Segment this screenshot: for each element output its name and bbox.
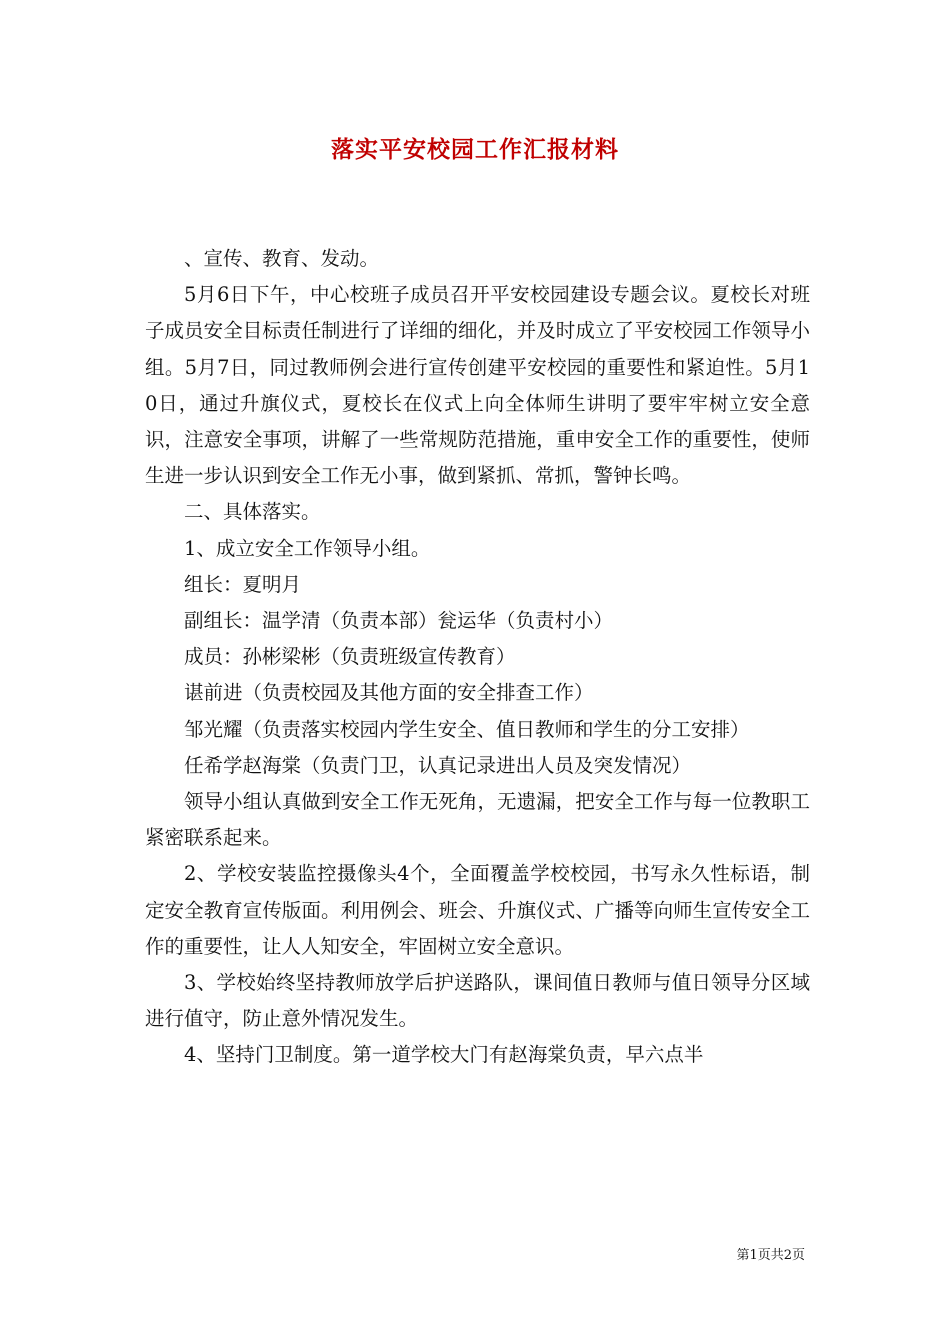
paragraph: 领导小组认真做到安全工作无死角，无遗漏，把安全工作与每一位教职工紧密联系起来。 xyxy=(145,790,810,850)
paragraph: 3、学校始终坚持教师放学后护送路队，课间值日教师与值日领导分区域进行值守，防止意外情况发生。 xyxy=(145,971,810,1031)
paragraph: 5月6日下午，中心校班子成员召开平安校园建设专题会议。夏校长对班子成员安全目标责任制进行了详细的细化，并及时成立了平安校园工作领导小组。5月7日，同过教师例会进行宣传创建平安校园的重要性和紧迫性。5月10日，通过升旗仪式，夏校长在仪式上向全体师生讲明了要牢牢树立安全意识，注意安全事项，讲解了一些常规防范措施，重申安全工作的重要性，使师生进一步认识到安全工作无小事，做到紧抓、常抓，警钟长鸣。 xyxy=(145,283,810,488)
paragraph: 二、具体落实。 xyxy=(184,500,321,524)
page-number-footer: 第1页共2页 xyxy=(736,1248,805,1263)
paragraph: 2、学校安装监控摄像头4个，全面覆盖学校校园，书写永久性标语，制定安全教育宣传版面。利用例会、班会、升旗仪式、广播等向师生宣传安全工作的重要性，让人人知安全，牢固树立安全意识。 xyxy=(145,862,810,958)
paragraph: 任希学赵海棠（负责门卫，认真记录进出人员及突发情况） xyxy=(184,753,692,777)
paragraph: 邹光耀（负责落实校园内学生安全、值日教师和学生的分工安排） xyxy=(184,717,750,741)
document-body xyxy=(145,241,810,1074)
paragraph: 副组长：温学清（负责本部）瓮运华（负责村小） xyxy=(184,609,614,633)
paragraph: 组长：夏明月 xyxy=(184,572,302,596)
paragraph: 4、坚持门卫制度。第一道学校大门有赵海棠负责，早六点半 xyxy=(184,1043,704,1067)
paragraph: 谌前进（负责校园及其他方面的安全排查工作） xyxy=(184,681,594,705)
paragraph: 、宣传、教育、发动。 xyxy=(184,247,380,270)
paragraph: 1、成立安全工作领导小组。 xyxy=(184,536,431,560)
paragraph: 成员：孙彬梁彬（负责班级宣传教育） xyxy=(184,645,516,669)
document-title: 落实平安校园工作汇报材料 xyxy=(331,136,619,163)
